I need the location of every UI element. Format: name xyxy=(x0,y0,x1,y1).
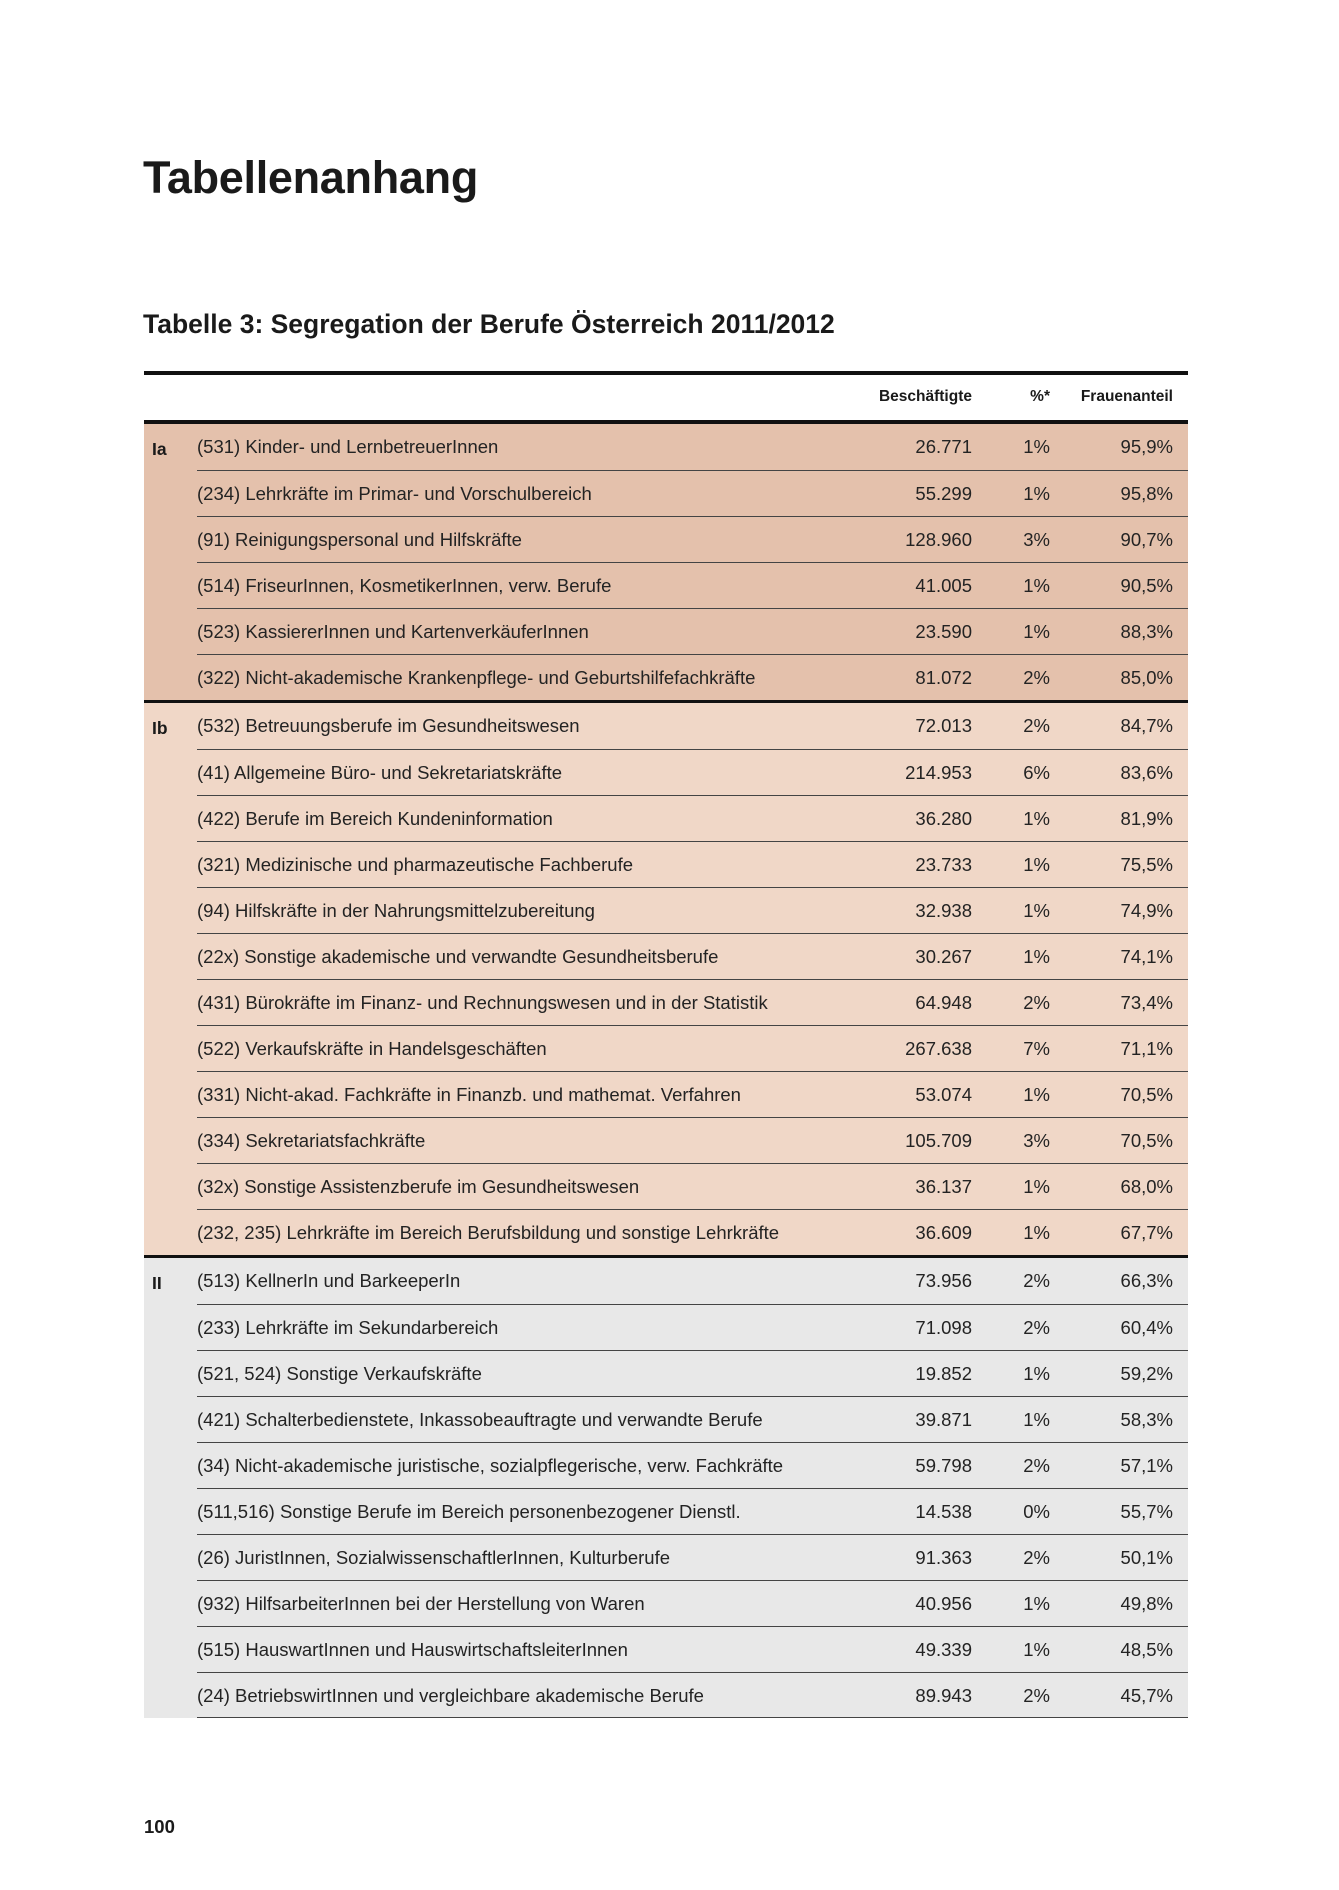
occupation-cell: (34) Nicht-akademische juristische, sozialpflegerische, verw. Fachkräfte xyxy=(197,1455,784,1476)
table-title: Tabelle 3: Segregation der Berufe Österreich 2011/2012 xyxy=(143,309,835,339)
table-row xyxy=(197,654,1188,700)
percent-cell: 1% xyxy=(1023,1593,1050,1614)
female-share-cell: 66,3% xyxy=(1120,1270,1173,1291)
employed-cell: 41.005 xyxy=(915,575,972,596)
employed-cell: 89.943 xyxy=(915,1685,972,1706)
percent-cell: 7% xyxy=(1023,1038,1050,1059)
employed-cell: 59.798 xyxy=(915,1455,972,1476)
table-row xyxy=(197,1025,1188,1071)
table-body xyxy=(144,424,1188,1718)
percent-cell: 1% xyxy=(1023,1222,1050,1243)
employed-cell: 49.339 xyxy=(915,1639,972,1660)
percent-cell: 1% xyxy=(1023,1409,1050,1430)
employed-cell: 128.960 xyxy=(905,529,972,550)
female-share-cell: 74,9% xyxy=(1120,900,1173,921)
table-row xyxy=(197,1304,1188,1350)
female-share-cell: 81,9% xyxy=(1120,808,1173,829)
table-row xyxy=(197,795,1188,841)
percent-cell: 2% xyxy=(1023,1317,1050,1338)
employed-cell: 39.871 xyxy=(915,1409,972,1430)
header-employed: Beschäftigte xyxy=(878,388,972,405)
female-share-cell: 95,8% xyxy=(1120,483,1173,504)
group-rows xyxy=(197,703,1188,1255)
female-share-cell: 75,5% xyxy=(1120,854,1173,875)
occupation-cell: (94) Hilfskräfte in der Nahrungsmittelzubereitung xyxy=(197,900,595,921)
occupation-cell: (91) Reinigungspersonal und Hilfskräfte xyxy=(197,529,522,550)
female-share-cell: 85,0% xyxy=(1120,667,1173,688)
employed-cell: 105.709 xyxy=(905,1130,972,1151)
employed-cell: 72.013 xyxy=(915,715,972,736)
female-share-cell: 60,4% xyxy=(1120,1317,1173,1338)
occupation-cell: (532) Betreuungsberufe im Gesundheitswesen xyxy=(197,715,580,736)
employed-cell: 214.953 xyxy=(905,762,972,783)
employed-cell: 73.956 xyxy=(915,1270,972,1291)
percent-cell: 1% xyxy=(1023,900,1050,921)
occupation-cell: (431) Bürokräfte im Finanz- und Rechnungswesen und in der Statistik xyxy=(197,992,768,1013)
female-share-cell: 59,2% xyxy=(1120,1363,1173,1384)
occupation-cell: (421) Schalterbedienstete, Inkassobeauftragte und verwandte Berufe xyxy=(197,1409,763,1430)
female-share-cell: 70,5% xyxy=(1120,1084,1173,1105)
percent-cell: 2% xyxy=(1023,1270,1050,1291)
employed-cell: 36.609 xyxy=(915,1222,972,1243)
employed-cell: 26.771 xyxy=(915,436,972,457)
table-row xyxy=(197,608,1188,654)
table-row xyxy=(197,1488,1188,1534)
female-share-cell: 74,1% xyxy=(1120,946,1173,967)
percent-cell: 1% xyxy=(1023,575,1050,596)
segregation-table xyxy=(144,371,1188,1718)
percent-cell: 1% xyxy=(1023,483,1050,504)
page-heading: Tabellenanhang xyxy=(143,152,479,203)
female-share-cell: 57,1% xyxy=(1120,1455,1173,1476)
table-row xyxy=(197,516,1188,562)
table-row xyxy=(197,424,1188,470)
employed-cell: 91.363 xyxy=(915,1547,972,1568)
employed-cell: 23.733 xyxy=(915,854,972,875)
percent-cell: 1% xyxy=(1023,808,1050,829)
percent-cell: 1% xyxy=(1023,621,1050,642)
employed-cell: 19.852 xyxy=(915,1363,972,1384)
occupation-cell: (334) Sekretariatsfachkräfte xyxy=(197,1130,426,1151)
table-row xyxy=(197,979,1188,1025)
occupation-cell: (932) HilfsarbeiterInnen bei der Herstellung von Waren xyxy=(197,1593,645,1614)
group-rows xyxy=(197,1258,1188,1718)
percent-cell: 2% xyxy=(1023,1455,1050,1476)
table-row xyxy=(197,887,1188,933)
occupation-cell: (234) Lehrkräfte im Primar- und Vorschulbereich xyxy=(197,483,592,504)
female-share-cell: 50,1% xyxy=(1120,1547,1173,1568)
percent-cell: 1% xyxy=(1023,1639,1050,1660)
header-percent: %* xyxy=(1030,388,1050,405)
percent-cell: 2% xyxy=(1023,1685,1050,1706)
table-row xyxy=(197,703,1188,749)
table-row xyxy=(197,1350,1188,1396)
occupation-cell: (523) KassiererInnen und KartenverkäuferInnen xyxy=(197,621,589,642)
female-share-cell: 68,0% xyxy=(1120,1176,1173,1197)
employed-cell: 53.074 xyxy=(915,1084,972,1105)
percent-cell: 6% xyxy=(1023,762,1050,783)
table-row xyxy=(197,841,1188,887)
occupation-cell: (521, 524) Sonstige Verkaufskräfte xyxy=(197,1363,482,1384)
female-share-cell: 67,7% xyxy=(1120,1222,1173,1243)
group-label: II xyxy=(152,1273,162,1293)
occupation-cell: (513) KellnerIn und BarkeeperIn xyxy=(197,1270,461,1291)
table-group-ib xyxy=(144,700,1188,1255)
table-row xyxy=(197,1163,1188,1209)
table-row xyxy=(197,1209,1188,1255)
percent-cell: 2% xyxy=(1023,667,1050,688)
occupation-cell: (515) HauswartInnen und HauswirtschaftsleiterInnen xyxy=(197,1639,628,1660)
occupation-cell: (322) Nicht-akademische Krankenpflege- und Geburtshilfefachkräfte xyxy=(197,667,756,688)
female-share-cell: 48,5% xyxy=(1120,1639,1173,1660)
occupation-cell: (331) Nicht-akad. Fachkräfte in Finanzb. und mathemat. Verfahren xyxy=(197,1084,741,1105)
table-row xyxy=(197,562,1188,608)
female-share-cell: 45,7% xyxy=(1120,1685,1173,1706)
table-row xyxy=(197,749,1188,795)
female-share-cell: 73,4% xyxy=(1120,992,1173,1013)
employed-cell: 36.137 xyxy=(915,1176,972,1197)
group-label: Ia xyxy=(152,439,167,459)
percent-cell: 2% xyxy=(1023,1547,1050,1568)
percent-cell: 1% xyxy=(1023,436,1050,457)
employed-cell: 23.590 xyxy=(915,621,972,642)
female-share-cell: 83,6% xyxy=(1120,762,1173,783)
table-row xyxy=(197,1672,1188,1718)
table-row xyxy=(197,1534,1188,1580)
header-female-share: Frauenanteil xyxy=(1080,388,1173,405)
table-row xyxy=(197,1117,1188,1163)
employed-cell: 71.098 xyxy=(915,1317,972,1338)
female-share-cell: 84,7% xyxy=(1120,715,1173,736)
occupation-cell: (22x) Sonstige akademische und verwandte Gesundheitsberufe xyxy=(197,946,719,967)
percent-cell: 0% xyxy=(1023,1501,1050,1522)
percent-cell: 1% xyxy=(1023,1084,1050,1105)
occupation-cell: (32x) Sonstige Assistenzberufe im Gesundheitswesen xyxy=(197,1176,640,1197)
table-group-ia xyxy=(144,424,1188,700)
table-group-ii xyxy=(144,1255,1188,1718)
percent-cell: 1% xyxy=(1023,1363,1050,1384)
percent-cell: 2% xyxy=(1023,715,1050,736)
percent-cell: 1% xyxy=(1023,946,1050,967)
occupation-cell: (522) Verkaufskräfte in Handelsgeschäften xyxy=(197,1038,547,1059)
table-row xyxy=(197,470,1188,516)
occupation-cell: (531) Kinder- und LernbetreuerInnen xyxy=(197,436,499,457)
occupation-cell: (233) Lehrkräfte im Sekundarbereich xyxy=(197,1317,499,1338)
table-row xyxy=(197,1580,1188,1626)
female-share-cell: 71,1% xyxy=(1120,1038,1173,1059)
occupation-cell: (232, 235) Lehrkräfte im Bereich Berufsbildung und sonstige Lehrkräfte xyxy=(197,1222,780,1243)
female-share-cell: 70,5% xyxy=(1120,1130,1173,1151)
employed-cell: 267.638 xyxy=(905,1038,972,1059)
employed-cell: 30.267 xyxy=(915,946,972,967)
group-label: Ib xyxy=(152,718,168,738)
occupation-cell: (514) FriseurInnen, KosmetikerInnen, verw. Berufe xyxy=(197,575,612,596)
table-row xyxy=(197,1442,1188,1488)
table-row xyxy=(197,1626,1188,1672)
female-share-cell: 58,3% xyxy=(1120,1409,1173,1430)
percent-cell: 2% xyxy=(1023,992,1050,1013)
employed-cell: 36.280 xyxy=(915,808,972,829)
occupation-cell: (41) Allgemeine Büro- und Sekretariatskräfte xyxy=(197,762,563,783)
female-share-cell: 55,7% xyxy=(1120,1501,1173,1522)
page-number: 100 xyxy=(144,1816,175,1837)
occupation-cell: (24) BetriebswirtInnen und vergleichbare akademische Berufe xyxy=(197,1685,704,1706)
table-row xyxy=(197,1258,1188,1304)
employed-cell: 40.956 xyxy=(915,1593,972,1614)
table-row xyxy=(197,1396,1188,1442)
occupation-cell: (321) Medizinische und pharmazeutische Fachberufe xyxy=(197,854,634,875)
group-rows xyxy=(197,424,1188,700)
percent-cell: 1% xyxy=(1023,854,1050,875)
female-share-cell: 90,7% xyxy=(1120,529,1173,550)
employed-cell: 64.948 xyxy=(915,992,972,1013)
employed-cell: 32.938 xyxy=(915,900,972,921)
female-share-cell: 95,9% xyxy=(1120,436,1173,457)
occupation-cell: (422) Berufe im Bereich Kundeninformation xyxy=(197,808,553,829)
table-row xyxy=(197,933,1188,979)
occupation-cell: (511,516) Sonstige Berufe im Bereich personenbezogener Dienstl. xyxy=(197,1501,741,1522)
employed-cell: 55.299 xyxy=(915,483,972,504)
employed-cell: 81.072 xyxy=(915,667,972,688)
employed-cell: 14.538 xyxy=(915,1501,972,1522)
occupation-cell: (26) JuristInnen, SozialwissenschaftlerInnen, Kulturberufe xyxy=(197,1547,671,1568)
percent-cell: 3% xyxy=(1023,529,1050,550)
female-share-cell: 90,5% xyxy=(1120,575,1173,596)
percent-cell: 1% xyxy=(1023,1176,1050,1197)
table-header-row xyxy=(144,375,1188,424)
female-share-cell: 88,3% xyxy=(1120,621,1173,642)
female-share-cell: 49,8% xyxy=(1120,1593,1173,1614)
percent-cell: 3% xyxy=(1023,1130,1050,1151)
table-row xyxy=(197,1071,1188,1117)
